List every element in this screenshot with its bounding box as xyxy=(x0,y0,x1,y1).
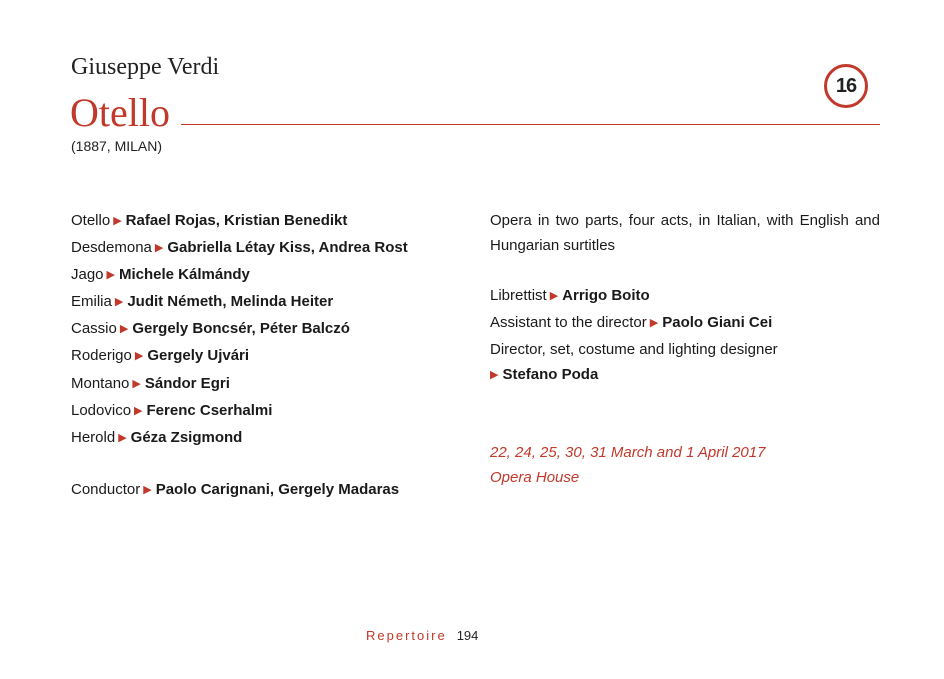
opera-description: Opera in two parts, four acts, in Italian, with English and Hungarian surtitles xyxy=(490,212,880,255)
performer-names: Gergely Ujvári xyxy=(147,347,250,365)
performance-dates: 22, 24, 25, 30, 31 March and 1 April 2017 xyxy=(490,443,766,461)
title-rule xyxy=(181,124,880,125)
cast-row xyxy=(71,208,471,235)
arrow-right-icon: ▶ xyxy=(134,404,143,417)
arrow-right-icon: ▶ xyxy=(649,317,659,330)
arrow-right-icon: ▶ xyxy=(132,377,141,390)
cast-row xyxy=(71,371,471,398)
opera-title: Otello xyxy=(70,90,170,135)
cast-row xyxy=(71,343,471,370)
arrow-right-icon: ▶ xyxy=(154,242,164,255)
arrow-right-icon: ▶ xyxy=(549,290,559,303)
performer-names: Géza Zsigmond xyxy=(130,428,243,446)
role-name: Desdemona xyxy=(71,239,152,257)
role-name: Cassio xyxy=(71,320,117,338)
page-number: 194 xyxy=(456,628,479,643)
arrow-right-icon: ▶ xyxy=(106,269,115,282)
age-rating-badge: 16 xyxy=(824,64,868,108)
role-name: Montano xyxy=(71,374,130,392)
arrow-right-icon: ▶ xyxy=(119,323,129,336)
arrow-right-icon: ▶ xyxy=(143,483,152,496)
production-info xyxy=(490,208,880,490)
page-footer xyxy=(366,628,478,643)
conductor-row xyxy=(71,477,471,504)
assistant-row xyxy=(490,310,880,337)
arrow-right-icon: ▶ xyxy=(114,296,124,309)
performer-names: Sándor Egri xyxy=(144,374,230,392)
role-name: Otello xyxy=(71,212,111,229)
cast-row xyxy=(71,425,471,452)
director-label: Director, set, costume and lighting designer xyxy=(490,341,778,359)
credit-name: Arrigo Boito xyxy=(562,287,650,305)
librettist-row xyxy=(490,283,880,310)
credit-label: Assistant to the director xyxy=(490,314,647,332)
performer-names: Michele Kálmándy xyxy=(119,266,250,284)
venue: Opera House xyxy=(490,468,580,486)
arrow-right-icon: ▶ xyxy=(134,350,144,363)
cast-row xyxy=(71,235,471,262)
arrow-right-icon: ▶ xyxy=(118,431,127,444)
arrow-right-icon: ▶ xyxy=(490,369,499,382)
cast-row xyxy=(71,262,471,289)
composer-name: Giuseppe Verdi xyxy=(71,54,220,80)
cast-list xyxy=(71,208,471,504)
cast-row xyxy=(71,316,471,343)
section-name: Repertoire xyxy=(366,628,447,643)
cast-row xyxy=(71,289,471,316)
role-name: Emilia xyxy=(71,293,112,311)
role-name: Roderigo xyxy=(71,347,132,365)
performer-names: Gabriella Létay Kiss, Andrea Rost xyxy=(167,239,408,257)
performer-names: Judit Németh, Melinda Heiter xyxy=(127,293,334,311)
arrow-right-icon: ▶ xyxy=(113,215,122,227)
cast-row xyxy=(71,398,471,425)
role-name: Lodovico xyxy=(71,401,132,419)
premiere-info: (1887, MILAN) xyxy=(71,138,163,154)
credit-name: Paolo Giani Cei xyxy=(662,314,773,332)
role-name: Herold xyxy=(71,428,116,446)
performer-names: Rafael Rojas, Kristian Benedikt xyxy=(125,212,348,229)
performer-names: Ferenc Cserhalmi xyxy=(146,401,273,419)
performer-names: Gergely Boncsér, Péter Balczó xyxy=(132,320,350,338)
director-row xyxy=(490,362,880,389)
role-name: Jago xyxy=(71,266,104,284)
role-name: Conductor xyxy=(71,480,141,498)
credit-name: Stefano Poda xyxy=(502,366,599,384)
credit-label: Librettist xyxy=(490,287,547,305)
performer-names: Paolo Carignani, Gergely Madaras xyxy=(155,480,400,498)
